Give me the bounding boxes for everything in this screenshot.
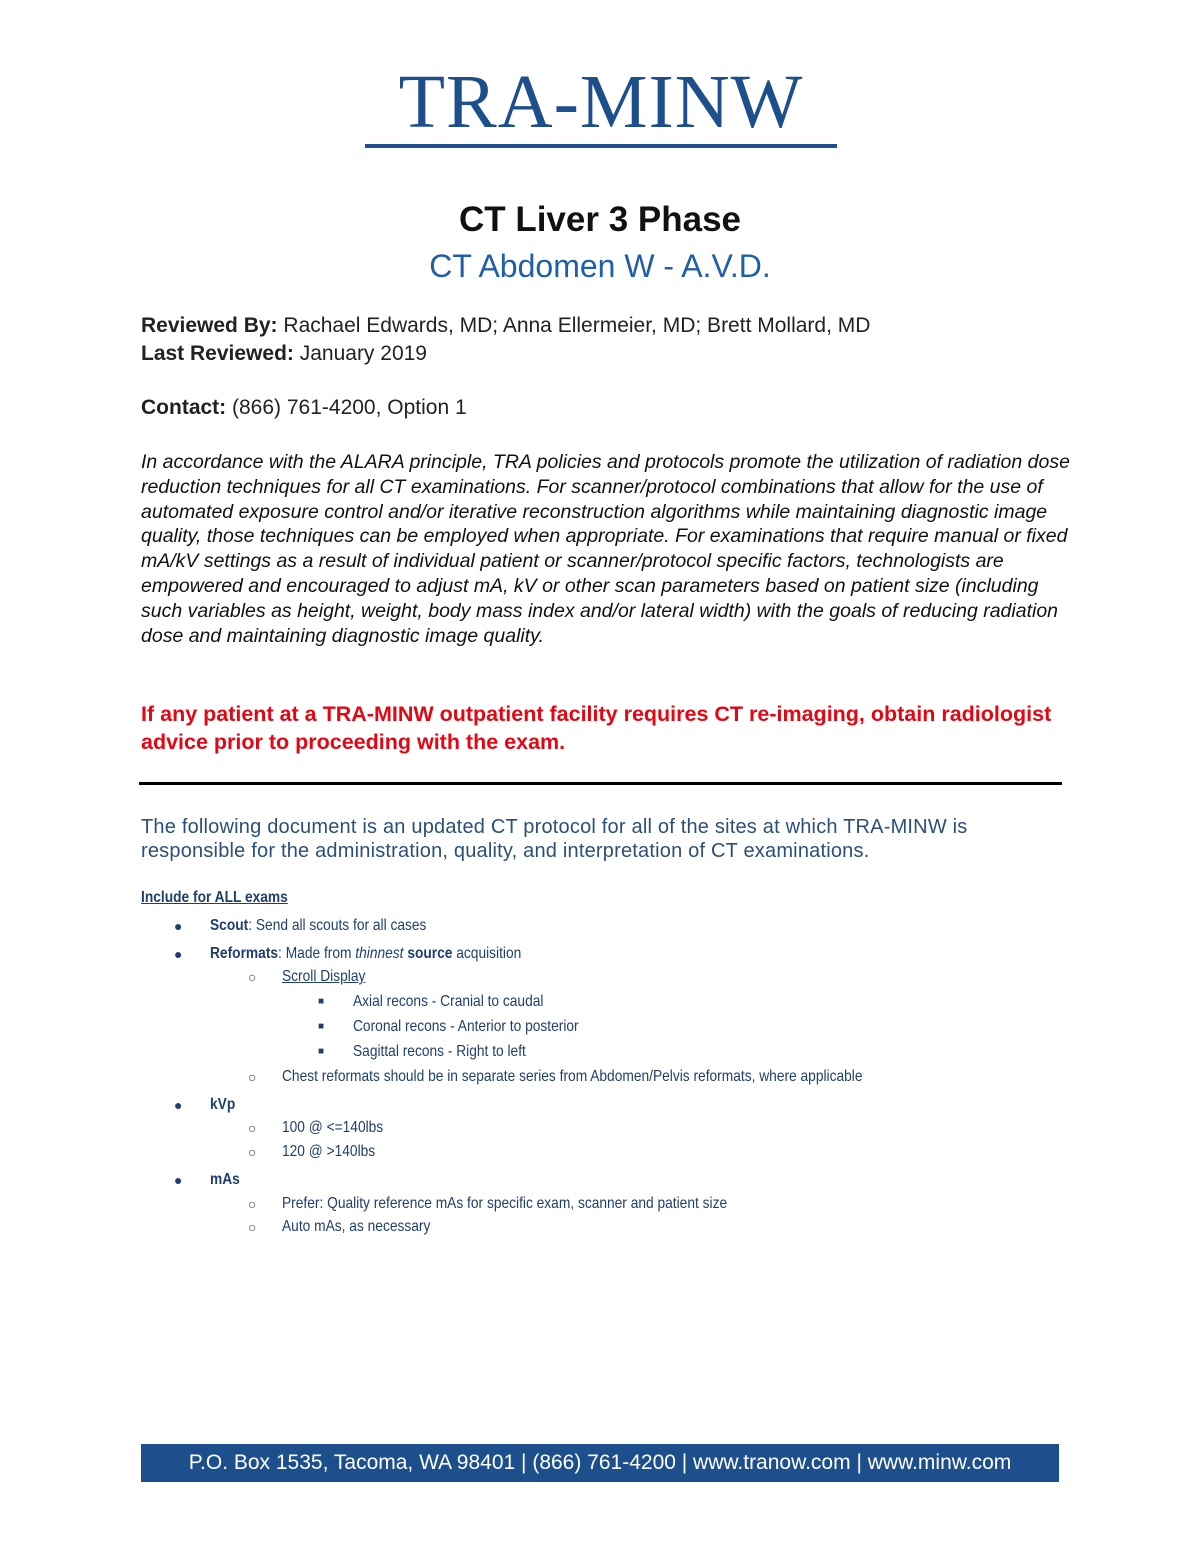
reviewed-by-value: Rachael Edwards, MD; Anna Ellermeier, MD; Brett Mollard, MD [277, 314, 871, 337]
hollow-bullet-icon: ○ [248, 1219, 257, 1235]
contact-line [141, 395, 467, 421]
protocol-heading: Include for ALL exams [141, 889, 288, 906]
section-divider [139, 782, 1062, 785]
list-item-chest-reformats: Chest reformats should be in separate series from Abdomen/Pelvis reformats, where applicable [282, 1068, 863, 1085]
square-bullet-icon: ■ [318, 996, 325, 1007]
last-reviewed-label: Last Reviewed: [141, 342, 294, 365]
hollow-bullet-icon: ○ [248, 1196, 257, 1212]
square-bullet-icon: ■ [318, 1021, 325, 1032]
reformats-thinnest: thinnest [355, 945, 404, 962]
list-item-mas-auto: Auto mAs, as necessary [282, 1218, 431, 1235]
hollow-bullet-icon: ○ [248, 1120, 257, 1136]
last-reviewed-value: January 2019 [293, 342, 427, 365]
list-item-axial: Axial recons - Cranial to caudal [353, 993, 544, 1010]
filled-bullet-icon: ● [174, 1172, 183, 1188]
list-item-coronal: Coronal recons - Anterior to posterior [353, 1018, 579, 1035]
reformats-label: Reformats [210, 945, 279, 962]
intro-paragraph: The following document is an updated CT protocol for all of the sites at which TRA-MINW is responsible for the administration, quality, and interpretation of CT examinations. [141, 816, 968, 862]
page-subtitle: CT Abdomen W - A.V.D. [429, 248, 771, 284]
list-item-sagittal: Sagittal recons - Right to left [353, 1043, 526, 1060]
reviewed-by-line [141, 313, 870, 339]
reformats-text-a: : Made from [278, 945, 356, 962]
list-item-mas-prefer: Prefer: Quality reference mAs for specific exam, scanner and patient size [282, 1195, 728, 1212]
alara-statement: In accordance with the ALARA principle, TRA policies and protocols promote the utilization of radiation dose reduction techniques for all CT examinations. For scanner/protocol combinations that allow for the use of automated exposure control and/or iterative reconstruction algorithms while maintaining diagnostic image quality, those techniques can be employed when appropriate. For examinations that require manual or fixed mA/kV settings as a result of individual patient or scanner/protocol specific factors, technologists are empowered and encouraged to adjust mA, kV or other scan parameters based on patient size (including such variables as height, weight, body mass index and/or lateral width) with the goals of reducing radiation dose and maintaining diagnostic image quality. [141, 451, 1070, 647]
last-reviewed-line [141, 341, 427, 367]
contact-label: Contact: [141, 396, 227, 419]
filled-bullet-icon: ● [174, 946, 183, 962]
list-item-kvp: kVp [210, 1096, 236, 1113]
filled-bullet-icon: ● [174, 1097, 183, 1113]
logo [365, 62, 837, 148]
logo-text: TRA-MINW [398, 60, 804, 144]
square-bullet-icon: ■ [318, 1046, 325, 1057]
list-item-mas: mAs [210, 1171, 240, 1188]
footer-contact-bar: P.O. Box 1535, Tacoma, WA 98401 | (866) 761-4200 | www.tranow.com | www.minw.com [141, 1444, 1059, 1482]
list-item-kvp-100: 100 @ <=140lbs [282, 1119, 384, 1136]
filled-bullet-icon: ● [174, 918, 183, 934]
reviewed-by-label: Reviewed By: [141, 314, 278, 337]
hollow-bullet-icon: ○ [248, 1069, 257, 1085]
reformats-source: source [403, 945, 453, 962]
hollow-bullet-icon: ○ [248, 969, 257, 985]
reimaging-warning: If any patient at a TRA-MINW outpatient facility requires CT re-imaging, obtain radiologist advice prior to proceeding with the exam. [141, 702, 1052, 754]
scout-text: : Send all scouts for all cases [248, 917, 427, 934]
list-item-kvp-120: 120 @ >140lbs [282, 1143, 376, 1160]
hollow-bullet-icon: ○ [248, 1144, 257, 1160]
contact-value: (866) 761-4200, Option 1 [226, 396, 467, 419]
list-item-scout [210, 916, 426, 936]
page-title: CT Liver 3 Phase [458, 200, 742, 239]
list-item-scroll-display: Scroll Display [282, 968, 366, 985]
scout-label: Scout [210, 917, 249, 934]
list-item-reformats [210, 944, 521, 964]
reformats-text-b: acquisition [452, 945, 522, 962]
logo-underline [365, 144, 837, 148]
